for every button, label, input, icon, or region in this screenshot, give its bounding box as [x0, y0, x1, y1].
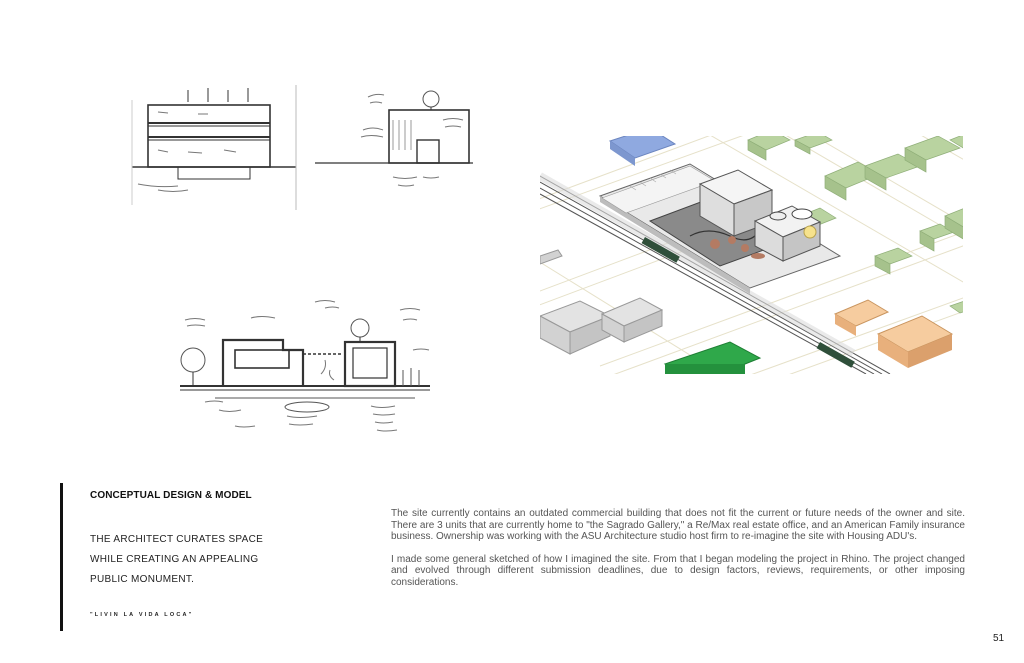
body-text [391, 508, 965, 599]
tagline-line-2: WHILE CREATING AN APPEALING [90, 554, 259, 565]
body-paragraph-2: I made some general sketched of how I imagined the site. From that I began modeling the project in Rhino. The project changed and evolved through different submission deadlines, due to design factors, reviews, requirements, or other imposing considerations. [391, 553, 965, 588]
site-model-render [540, 136, 963, 374]
page-number: 51 [993, 633, 1005, 644]
quote: "LIVIN LA VIDA LOCA" [90, 612, 194, 618]
tagline-line-3: PUBLIC MONUMENT. [90, 574, 195, 585]
section-sketch-2 [313, 85, 483, 210]
section-sketch-1 [128, 80, 300, 212]
body-paragraph-1: The site currently contains an outdated commercial building that does not fit the current or future needs of the owner and site. There are 3 units that are currently home to "the Sagrado Gallery," a Re/Max real estate office, and an American Family insurance business. Ownership was working with the ASU Architecture studio host firm to re-imagine the site with Housing ADU's. [391, 508, 965, 542]
accent-bar [60, 483, 63, 631]
tagline [90, 530, 290, 590]
section-sketch-3 [175, 290, 435, 452]
section-heading: CONCEPTUAL DESIGN & MODEL [90, 490, 252, 501]
tagline-line-1: THE ARCHITECT CURATES SPACE [90, 534, 264, 545]
